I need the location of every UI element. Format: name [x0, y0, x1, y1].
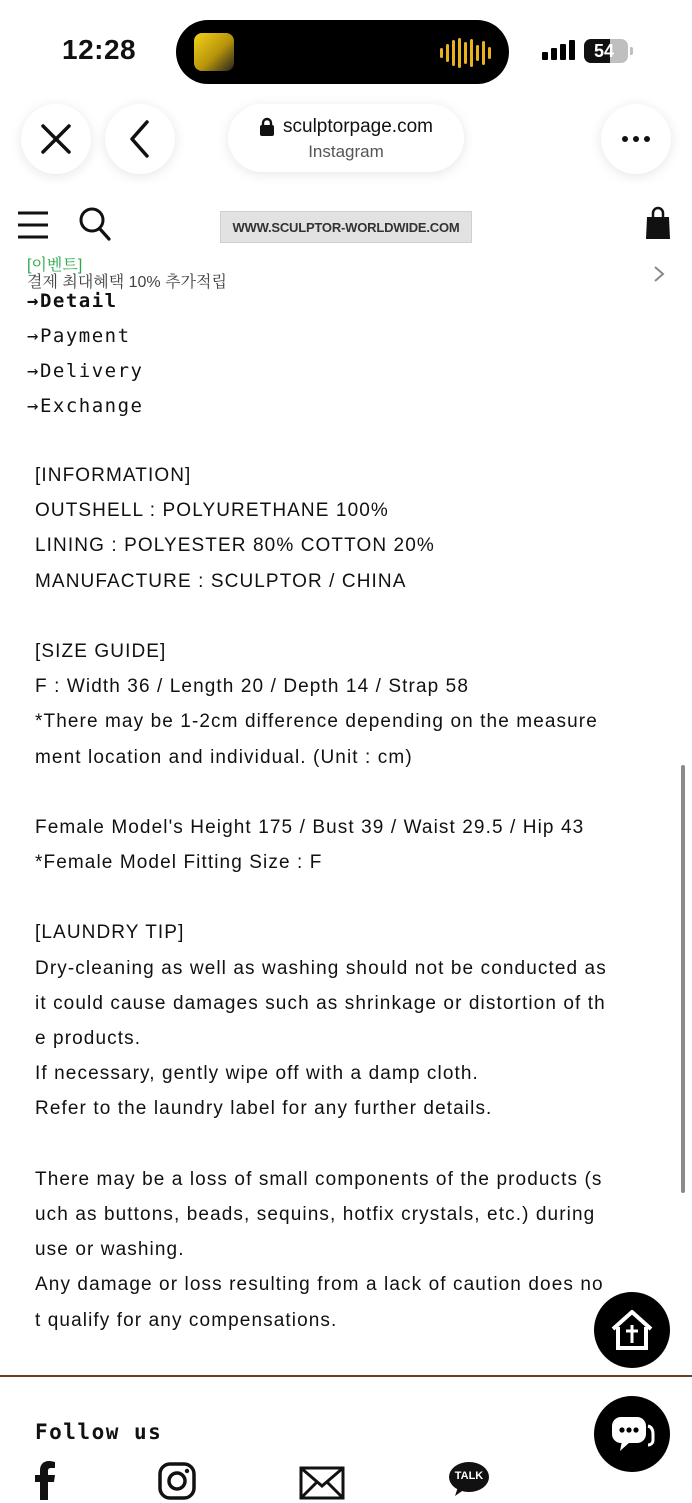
- url-domain: sculptorpage.com: [283, 116, 433, 137]
- status-time: 12:28: [62, 34, 137, 65]
- menu-icon[interactable]: [17, 210, 49, 240]
- audio-waveform-icon: [440, 38, 491, 68]
- mail-icon[interactable]: [299, 1463, 345, 1503]
- bag-icon[interactable]: [645, 206, 671, 240]
- info-line: MANUFACTURE : SCULPTOR / CHINA: [35, 570, 407, 592]
- notice-line: Any damage or loss resulting from a lack of caution does no: [35, 1274, 604, 1296]
- cellular-signal-icon: [542, 40, 575, 60]
- model-line: Female Model's Height 175 / Bust 39 / Waist 29.5 / Hip 43: [35, 816, 585, 838]
- footer-divider: [0, 1375, 692, 1377]
- notice-line: uch as buttons, beads, sequins, hotfix crystals, etc.) during: [35, 1203, 596, 1225]
- section-links: [27, 286, 143, 426]
- size-guide-heading: [SIZE GUIDE]: [35, 640, 167, 662]
- battery-level: 54: [593, 41, 615, 61]
- notice-line: use or washing.: [35, 1239, 185, 1261]
- link-exchange[interactable]: →Exchange: [27, 395, 144, 417]
- more-button[interactable]: [601, 104, 671, 174]
- url-source: Instagram: [308, 142, 384, 161]
- scrollbar[interactable]: [681, 765, 685, 1193]
- info-line: LINING : POLYESTER 80% COTTON 20%: [35, 535, 435, 557]
- chat-icon: [610, 1414, 654, 1454]
- more-icon: [621, 135, 651, 143]
- link-detail[interactable]: →Detail: [27, 290, 118, 312]
- laundry-heading: [LAUNDRY TIP]: [35, 922, 185, 944]
- kakaotalk-label: TALK: [454, 1470, 484, 1482]
- lock-icon: [259, 117, 275, 137]
- status-bar: [0, 0, 692, 100]
- size-line: *There may be 1-2cm difference depending on the measure: [35, 711, 598, 733]
- link-delivery[interactable]: →Delivery: [27, 360, 144, 382]
- dynamic-island[interactable]: [176, 20, 509, 84]
- product-detail-text: [35, 458, 665, 1338]
- laundry-line: Dry-cleaning as well as washing should not be conducted as: [35, 957, 607, 979]
- search-icon[interactable]: [78, 206, 112, 242]
- battery-indicator: [584, 39, 628, 63]
- size-line: F : Width 36 / Length 20 / Depth 14 / Strap 58: [35, 676, 469, 698]
- laundry-line: e products.: [35, 1028, 142, 1049]
- now-playing-artwork: [194, 33, 234, 71]
- close-icon: [39, 122, 73, 156]
- model-line: *Female Model Fitting Size : F: [35, 852, 323, 874]
- site-logo[interactable]: WWW.SCULPTOR-WORLDWIDE.COM: [220, 211, 472, 243]
- link-payment[interactable]: →Payment: [27, 325, 131, 347]
- home-button[interactable]: [594, 1292, 670, 1368]
- home-icon: [609, 1307, 655, 1353]
- back-button[interactable]: [105, 104, 175, 174]
- event-banner-text[interactable]: [이벤트] 결제 최대혜택 10% 추가적립: [27, 257, 227, 291]
- information-heading: [INFORMATION]: [35, 465, 192, 486]
- laundry-line: it could cause damages such as shrinkage or distortion of th: [35, 992, 606, 1014]
- notice-line: There may be a loss of small components of the products (s: [35, 1168, 603, 1190]
- notice-line: t qualify for any compensations.: [35, 1309, 338, 1331]
- facebook-icon[interactable]: [34, 1460, 56, 1500]
- chevron-right-icon[interactable]: [652, 264, 666, 284]
- instagram-icon[interactable]: [158, 1461, 196, 1501]
- laundry-line: If necessary, gently wipe off with a damp cloth.: [35, 1063, 479, 1085]
- back-icon: [127, 119, 153, 159]
- laundry-line: Refer to the laundry label for any further details.: [35, 1098, 493, 1120]
- follow-us-label: Follow us: [35, 1420, 163, 1444]
- site-header: [0, 200, 692, 250]
- close-button[interactable]: [21, 104, 91, 174]
- size-line: ment location and individual. (Unit : cm): [35, 746, 413, 768]
- info-line: OUTSHELL : POLYURETHANE 100%: [35, 500, 389, 522]
- url-bar[interactable]: [228, 104, 464, 172]
- kakaotalk-icon[interactable]: [448, 1461, 490, 1497]
- chat-button[interactable]: [594, 1396, 670, 1472]
